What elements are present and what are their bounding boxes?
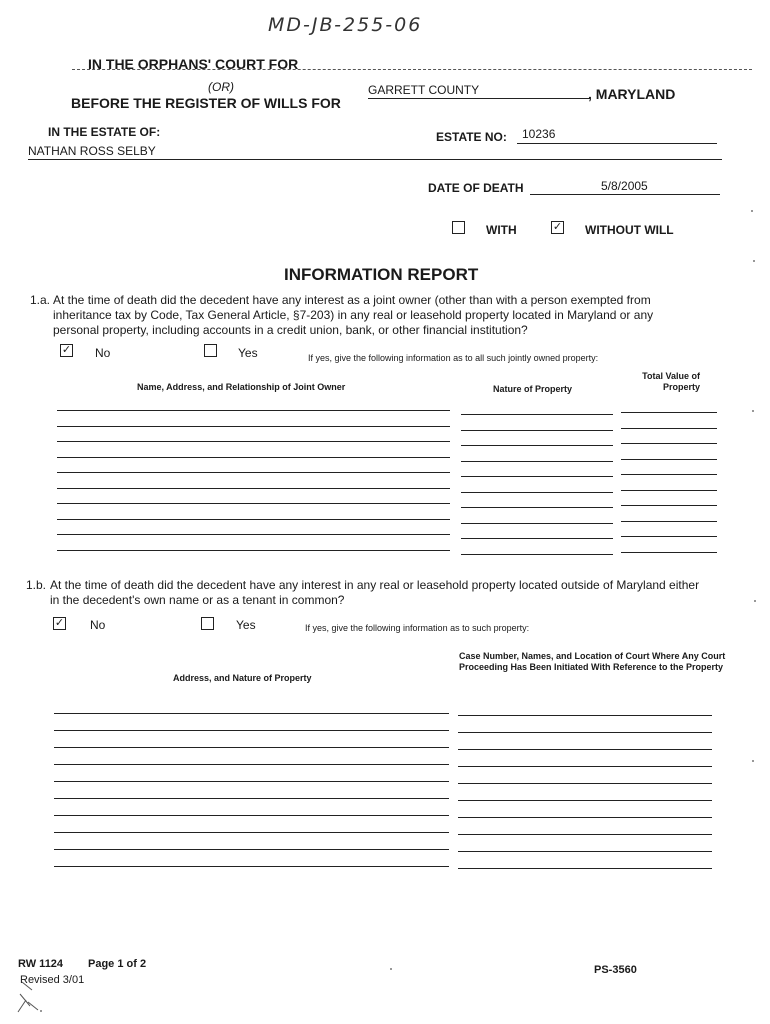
with-will-checkbox[interactable] xyxy=(452,221,465,234)
with-will-label: WITH xyxy=(486,223,517,237)
without-will-label: WITHOUT WILL xyxy=(585,223,674,237)
q1a-col-name: Name, Address, and Relationship of Joint Owner xyxy=(137,382,346,392)
q1a-name-line[interactable] xyxy=(57,503,450,504)
q1b-col-case: Case Number, Names, and Location of Court Where Any Court Proceeding Has Been Initiated With Reference to the Property xyxy=(459,651,726,672)
revised-date: Revised 3/01 xyxy=(20,974,85,986)
speck xyxy=(751,210,753,212)
q1a-nature-line[interactable] xyxy=(461,523,613,524)
speck xyxy=(754,600,756,602)
speck xyxy=(390,968,392,970)
q1a-value-line[interactable] xyxy=(621,459,717,460)
date-of-death-label: DATE OF DEATH xyxy=(428,181,524,195)
q1b-no-checkbox[interactable]: ✓ xyxy=(54,617,65,629)
county-value: GARRETT COUNTY xyxy=(368,83,480,97)
date-of-death-value: 5/8/2005 xyxy=(601,179,648,193)
q1b-address-line[interactable] xyxy=(54,781,449,782)
q1a-nature-line[interactable] xyxy=(461,554,613,555)
q1b-yes-label: Yes xyxy=(236,618,256,632)
q1a-col-value: Total Value of Property xyxy=(642,371,700,392)
q1b-text: At the time of death did the decedent have any interest in any real or leasehold property located outside of Maryland either in the decedent's own name or as a tenant in common? xyxy=(50,578,700,607)
q1a-value-line[interactable] xyxy=(621,552,717,553)
q1b-instruction: If yes, give the following information as to such property: xyxy=(305,623,530,633)
q1b-address-line[interactable] xyxy=(54,832,449,833)
q1a-text: At the time of death did the decedent have any interest as a joint owner (other than with a person exempted from inheritance tax by Code, Tax General Article, §7-203) in any real or leasehold property located in Maryland or any personal property, including accounts in a credit union, bank, or other financial institution? xyxy=(53,293,654,337)
q1a-name-line[interactable] xyxy=(57,534,450,535)
handwritten-reference: MD-JB-255-06 xyxy=(268,14,423,36)
q1b-case-line[interactable] xyxy=(458,851,712,852)
county-field[interactable] xyxy=(368,83,590,99)
decedent-name: NATHAN ROSS SELBY xyxy=(28,144,156,158)
q1a-number: 1.a. xyxy=(30,293,51,307)
q1a-value-line[interactable] xyxy=(621,505,717,506)
q1a-name-line[interactable] xyxy=(57,426,450,427)
q1a-nature-line[interactable] xyxy=(461,414,613,415)
state-label: , MARYLAND xyxy=(588,86,676,102)
estate-no-rule xyxy=(517,143,717,144)
q1b-address-line[interactable] xyxy=(54,764,449,765)
q1b-case-line[interactable] xyxy=(458,766,712,767)
report-title: INFORMATION REPORT xyxy=(284,265,479,284)
q1b-case-line[interactable] xyxy=(458,732,712,733)
q1a-yes-label: Yes xyxy=(238,346,258,360)
q1b-address-line[interactable] xyxy=(54,747,449,748)
or-label: (OR) xyxy=(208,80,234,94)
q1a-value-line[interactable] xyxy=(621,443,717,444)
speck xyxy=(752,760,754,762)
estate-no-label: ESTATE NO: xyxy=(436,130,507,144)
q1a-value-line[interactable] xyxy=(621,412,717,413)
q1b-case-line[interactable] xyxy=(458,868,712,869)
decedent-name-rule xyxy=(28,159,722,160)
header-top-rule xyxy=(72,69,752,70)
q1b-address-line[interactable] xyxy=(54,866,449,867)
q1a-value-line[interactable] xyxy=(621,490,717,491)
form-code: PS-3560 xyxy=(594,964,637,976)
without-will-checkbox[interactable]: ✓ xyxy=(552,221,563,233)
q1a-nature-line[interactable] xyxy=(461,507,613,508)
q1b-address-line[interactable] xyxy=(54,849,449,850)
date-of-death-rule xyxy=(530,194,720,195)
q1a-nature-line[interactable] xyxy=(461,430,613,431)
q1a-name-line[interactable] xyxy=(57,410,450,411)
q1b-case-line[interactable] xyxy=(458,817,712,818)
q1a-name-line[interactable] xyxy=(57,519,450,520)
q1b-address-line[interactable] xyxy=(54,730,449,731)
form-number: RW 1124 xyxy=(18,958,64,970)
q1b-no-label: No xyxy=(90,618,106,632)
q1a-value-line[interactable] xyxy=(621,474,717,475)
q1a-value-line[interactable] xyxy=(621,536,717,537)
q1a-col-nature: Nature of Property xyxy=(493,384,573,394)
q1b-yes-checkbox[interactable] xyxy=(201,617,214,630)
q1a-name-line[interactable] xyxy=(57,441,450,442)
q1a-instruction: If yes, give the following information as to all such jointly owned property: xyxy=(308,353,599,363)
q1a-nature-line[interactable] xyxy=(461,476,613,477)
q1a-name-line[interactable] xyxy=(57,472,450,473)
q1b-address-line[interactable] xyxy=(54,798,449,799)
scribble-mark xyxy=(14,960,60,1014)
q1b-case-line[interactable] xyxy=(458,834,712,835)
court-heading: IN THE ORPHANS' COURT FOR xyxy=(88,56,299,72)
q1a-nature-line[interactable] xyxy=(461,461,613,462)
q1a-name-line[interactable] xyxy=(57,457,450,458)
q1a-nature-line[interactable] xyxy=(461,492,613,493)
q1b-address-line[interactable] xyxy=(54,815,449,816)
speck xyxy=(40,1010,42,1012)
register-heading: BEFORE THE REGISTER OF WILLS FOR xyxy=(71,95,341,111)
q1a-no-label: No xyxy=(95,346,111,360)
speck xyxy=(753,260,755,262)
q1b-number: 1.b. xyxy=(26,578,47,592)
page-number: Page 1 of 2 xyxy=(88,958,147,970)
q1a-yes-checkbox[interactable] xyxy=(204,344,217,357)
q1b-case-line[interactable] xyxy=(458,749,712,750)
q1a-value-line[interactable] xyxy=(621,428,717,429)
q1b-address-line[interactable] xyxy=(54,713,449,714)
q1a-name-line[interactable] xyxy=(57,550,450,551)
estate-no-value: 10236 xyxy=(522,127,556,141)
estate-of-label: IN THE ESTATE OF: xyxy=(48,125,161,139)
q1b-col-address: Address, and Nature of Property xyxy=(173,673,312,683)
q1b-case-line[interactable] xyxy=(458,715,712,716)
q1a-nature-line[interactable] xyxy=(461,538,613,539)
speck xyxy=(752,410,754,412)
q1a-name-line[interactable] xyxy=(57,488,450,489)
q1b-case-line[interactable] xyxy=(458,783,712,784)
q1a-value-line[interactable] xyxy=(621,521,717,522)
q1b-case-line[interactable] xyxy=(458,800,712,801)
q1a-nature-line[interactable] xyxy=(461,445,613,446)
q1a-no-checkbox[interactable]: ✓ xyxy=(61,344,72,356)
